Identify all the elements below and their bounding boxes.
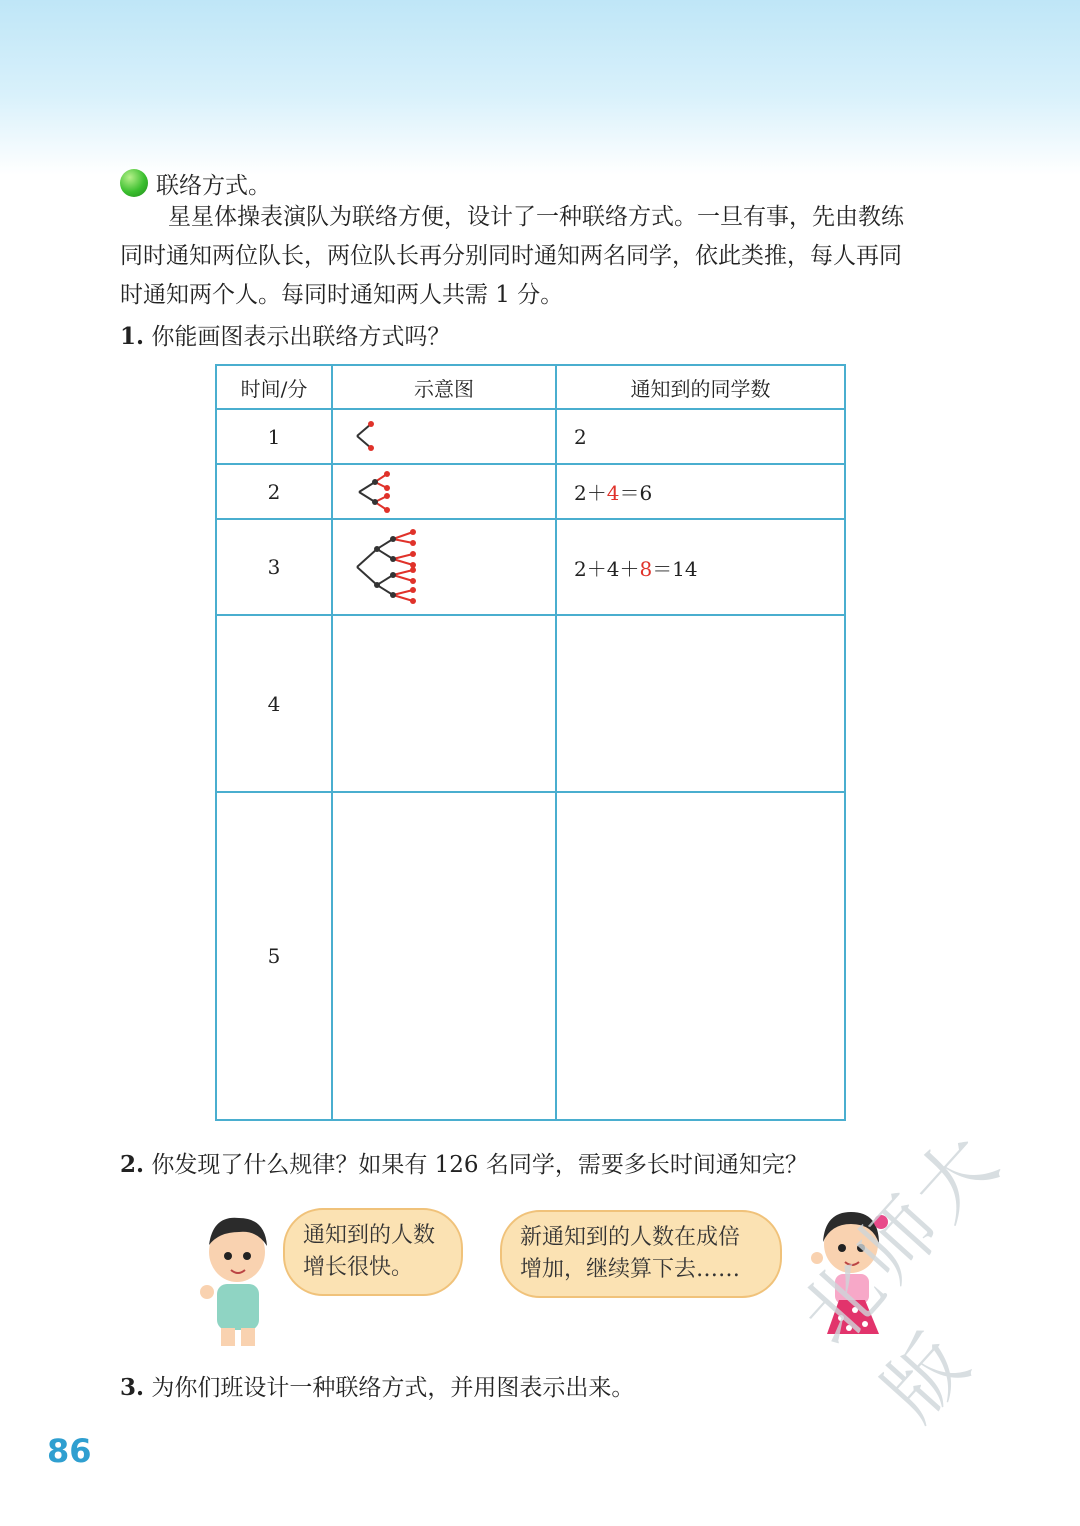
count-part: ＝14 [652, 556, 698, 581]
count-cell-empty[interactable] [556, 615, 845, 792]
tree-diagram-3 [333, 522, 553, 612]
tree-diagram-2 [333, 467, 553, 517]
header-time: 时间/分 [216, 365, 332, 409]
time-cell: 2 [216, 464, 332, 519]
count-cell [556, 464, 845, 519]
diagram-cell [332, 409, 556, 464]
intro-paragraph [120, 198, 970, 315]
count-part: 2＋ [574, 481, 607, 505]
table-header-row [216, 365, 845, 409]
header-diagram: 示意图 [332, 365, 556, 409]
count-new: 8 [639, 556, 653, 581]
section-title [120, 166, 271, 200]
time-cell: 1 [216, 409, 332, 464]
boy-speech-bubble [283, 1208, 463, 1296]
tree-diagram-1 [333, 412, 553, 462]
boy-bubble-line-2: 增长很快。 [303, 1255, 414, 1280]
table-row [216, 519, 845, 615]
table-row [216, 615, 845, 792]
count-cell: 2 [556, 409, 845, 464]
boy-bubble-line-1: 通知到的人数 [303, 1223, 436, 1248]
section-title-text: 联络方式。 [156, 172, 271, 199]
intro-line-3: 时通知两个人。每同时通知两人共需 1 分。 [120, 282, 564, 308]
question-2 [120, 1146, 808, 1179]
header-count: 通知到的同学数 [556, 365, 845, 409]
diagram-cell [332, 519, 556, 615]
count-new: 4 [606, 481, 620, 505]
count-cell-empty[interactable] [556, 792, 845, 1120]
question-3-text: 为你们班设计一种联络方式，并用图表示出来。 [151, 1375, 635, 1401]
question-3-number: 3. [120, 1374, 145, 1401]
question-1-number: 1. [120, 323, 145, 350]
watermark: 北师大版 [783, 1114, 1019, 1438]
time-cell: 5 [216, 792, 332, 1120]
question-2-number: 2. [120, 1151, 145, 1178]
girl-bubble-line-1: 新通知到的人数在成倍 [520, 1225, 741, 1250]
page-number: 86 [47, 1432, 92, 1470]
intro-line-1: 星星体操表演队为联络方便，设计了一种联络方式。一旦有事，先由教练 [168, 204, 904, 230]
header-band [0, 0, 1080, 175]
count-part: ＝6 [619, 481, 653, 505]
diagram-cell-empty[interactable] [332, 615, 556, 792]
time-cell: 3 [216, 519, 332, 615]
question-2-text: 你发现了什么规律？如果有 126 名同学，需要多长时间通知完？ [151, 1152, 808, 1178]
table-row [216, 409, 845, 464]
girl-speech-bubble [500, 1210, 782, 1298]
question-1-text: 你能画图表示出联络方式吗？ [151, 324, 451, 350]
count-part: 2＋4＋ [574, 556, 640, 581]
girl-bubble-line-2: 增加，继续算下去…… [520, 1257, 741, 1282]
table-row [216, 792, 845, 1120]
diagram-cell [332, 464, 556, 519]
table-row [216, 464, 845, 519]
green-dot-icon [120, 169, 148, 197]
question-1 [120, 318, 450, 351]
intro-line-2: 同时通知两位队长，两位队长再分别同时通知两名同学，依此类推，每人再同 [120, 243, 902, 269]
boy-icon [195, 1200, 275, 1350]
count-cell [556, 519, 845, 615]
contact-table [215, 364, 846, 1121]
time-cell: 4 [216, 615, 332, 792]
diagram-cell-empty[interactable] [332, 792, 556, 1120]
question-3 [120, 1369, 634, 1402]
